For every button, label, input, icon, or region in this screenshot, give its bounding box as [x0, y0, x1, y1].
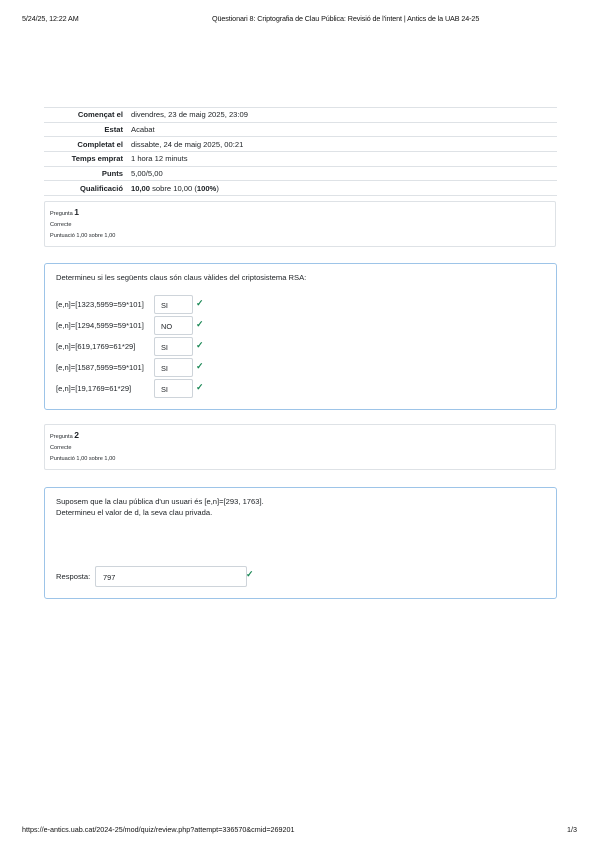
summary-key: Punts: [44, 166, 127, 181]
question-number: [50, 430, 550, 443]
grade-value: [127, 181, 557, 196]
summary-key: Estat: [44, 122, 127, 137]
match-row: [56, 358, 256, 378]
answer-select[interactable]: SI: [154, 358, 193, 377]
print-title: Qüestionari 8: Criptografia de Clau Pública: Revisió de l'intent | Antics de la UAB 24-25: [212, 14, 480, 23]
summary-value: divendres, 23 de maig 2025, 23:09: [127, 108, 557, 123]
question-2-info: [44, 424, 556, 470]
grade-key: Qualificació: [44, 181, 127, 196]
match-row-label: [e,n]=[1587,5959=59*101]: [56, 363, 144, 372]
answer-select[interactable]: NO: [154, 316, 193, 335]
print-header: [22, 14, 577, 26]
match-row: [56, 295, 256, 315]
question-text: [56, 273, 306, 284]
grade-percent: 100%: [196, 183, 217, 193]
print-page-number: 1/3: [567, 825, 577, 834]
summary-key: Completat el: [44, 137, 127, 152]
grade-end: ): [216, 183, 219, 193]
answer-select[interactable]: SI: [154, 379, 193, 398]
attempt-summary-table: [44, 107, 557, 196]
summary-row: [44, 122, 557, 137]
question-text: [56, 497, 264, 518]
summary-key: Començat el: [44, 108, 127, 123]
question-mark: Puntuació 1,00 sobre 1,00: [50, 456, 116, 462]
question-1-info: [44, 201, 556, 247]
match-row: [56, 316, 256, 336]
question-label: Pregunta: [50, 434, 73, 440]
summary-value: 1 hora 12 minuts: [127, 152, 557, 167]
match-row-label: [e,n]=[1323,5959=59*101]: [56, 300, 144, 309]
match-row: [56, 379, 256, 399]
correct-check-icon: ✓: [196, 361, 204, 371]
answer-select[interactable]: SI: [154, 337, 193, 356]
question-state: Correcte: [50, 222, 72, 228]
summary-row: [44, 137, 557, 152]
answer-select[interactable]: SI: [154, 295, 193, 314]
question-mark: Puntuació 1,00 sobre 1,00: [50, 233, 116, 239]
summary-value: 5,00/5,00: [127, 166, 557, 181]
question-1-content: [44, 263, 557, 410]
correct-check-icon: ✓: [246, 569, 254, 579]
question-number: [50, 207, 550, 220]
summary-row-grade: [44, 181, 557, 196]
question-text-line: Suposem que la clau pública d'un usuari és [e,n]=[293, 1763].: [56, 497, 264, 506]
question-2-content: [44, 487, 557, 599]
summary-row: [44, 152, 557, 167]
print-footer: [22, 825, 577, 837]
question-text-line: Determineu si les següents claus són claus vàlides del criptosistema RSA:: [56, 273, 307, 282]
question-number-value: 2: [74, 430, 79, 440]
correct-check-icon: ✓: [196, 298, 204, 308]
question-label: Pregunta: [50, 211, 73, 217]
answer-input[interactable]: 797: [95, 566, 247, 587]
summary-key: Temps emprat: [44, 152, 127, 167]
summary-value: dissabte, 24 de maig 2025, 00:21: [127, 137, 557, 152]
match-row-label: [e,n]=[19,1769=61*29]: [56, 384, 132, 393]
question-number-value: 1: [74, 207, 79, 217]
question-state: Correcte: [50, 445, 72, 451]
correct-check-icon: ✓: [196, 340, 204, 350]
correct-check-icon: ✓: [196, 382, 204, 392]
summary-row: [44, 108, 557, 123]
summary-value: Acabat: [127, 122, 557, 137]
print-date: 5/24/25, 12:22 AM: [22, 14, 79, 23]
match-row-label: [e,n]=[619,1769=61*29]: [56, 342, 136, 351]
grade-score: 10,00: [131, 183, 151, 193]
match-row-label: [e,n]=[1294,5959=59*101]: [56, 321, 144, 330]
correct-check-icon: ✓: [196, 319, 204, 329]
match-row: [56, 337, 256, 357]
question-text-line: Determineu el valor de d, la seva clau privada.: [56, 507, 213, 517]
print-url: https://e-antics.uab.cat/2024-25/mod/quiz/review.php?attempt=336570&cmid=269201: [22, 825, 295, 834]
grade-middle: sobre 10,00 (: [150, 183, 197, 193]
answer-label: Resposta:: [56, 572, 91, 581]
summary-row: [44, 166, 557, 181]
